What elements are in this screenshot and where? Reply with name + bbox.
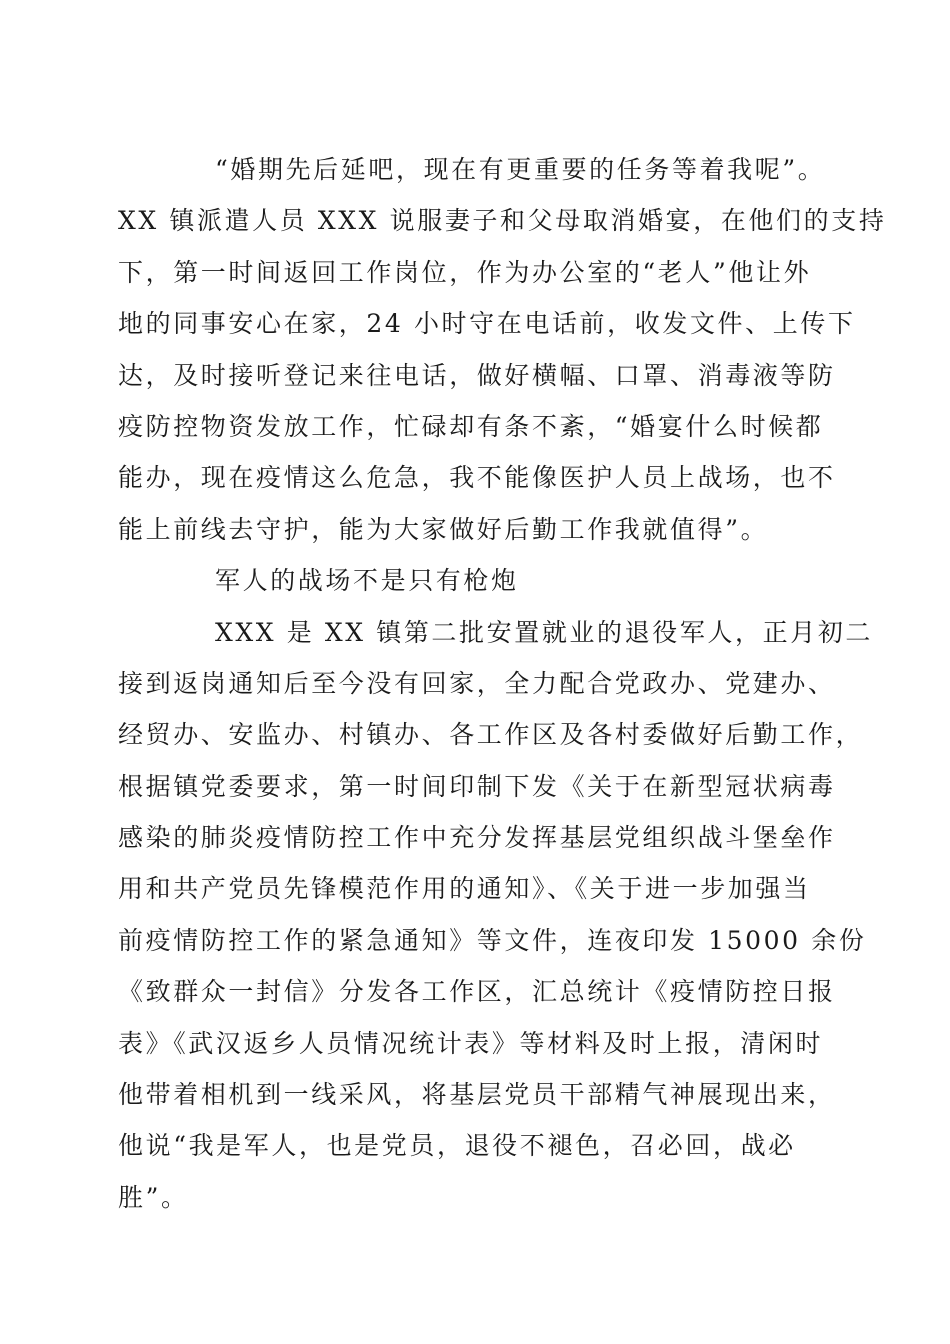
paragraph-2-line-5: 感染的肺炎疫情防控工作中充分发挥基层党组织战斗堡垒作 — [118, 823, 836, 853]
paragraph-2-line-7: 前疫情防控工作的紧急通知》等文件，连夜印发 15000 余份 — [118, 925, 867, 955]
paragraph-2-line-6: 用和共产党员先锋模范作用的通知》、《关于进一步加强当 — [118, 874, 811, 904]
paragraph-1-line-1: “婚期先后延吧，现在有更重要的任务等着我呢”。 — [215, 155, 826, 184]
paragraph-1-line-6: 疫防控物资发放工作，忙碌却有条不紊，“婚宴什么时候都 — [118, 411, 824, 441]
paragraph-2-line-8: 《致群众一封信》分发各工作区，汇总统计《疫情防控日报 — [118, 977, 836, 1007]
section-heading: 军人的战场不是只有枪炮 — [215, 566, 519, 596]
paragraph-1-line-3: 下，第一时间返回工作岗位，作为办公室的“老人”他让外 — [118, 257, 812, 287]
paragraph-2-line-3: 经贸办、安监办、村镇办、各工作区及各村委做好后勤工作， — [118, 720, 864, 750]
paragraph-2-line-2: 接到返岗通知后至今没有回家，全力配合党政办、党建办、 — [118, 668, 836, 698]
paragraph-1-line-2: XX 镇派遣人员 XXX 说服妻子和父母取消婚宴，在他们的支持 — [118, 206, 887, 236]
document-body — [118, 144, 887, 1223]
paragraph-1-line-7: 能办，现在疫情这么危急，我不能像医护人员上战场，也不 — [118, 463, 836, 493]
paragraph-2-line-11: 他说“我是军人，也是党员，退役不褪色，召必回，战必 — [118, 1131, 796, 1161]
paragraph-2-line-1: XXX 是 XX 镇第二批安置就业的退役军人，正月初二 — [215, 617, 874, 647]
paragraph-2-line-9: 表》《武汉返乡人员情况统计表》等材料及时上报，清闲时 — [118, 1028, 824, 1058]
paragraph-1-line-5: 达，及时接听登记来往电话，做好横幅、口罩、消毒液等防 — [118, 360, 836, 390]
paragraph-2-line-4: 根据镇党委要求，第一时间印制下发《关于在新型冠状病毒 — [118, 771, 836, 801]
paragraph-2-line-10: 他带着相机到一线采风，将基层党员干部精气神展现出来， — [118, 1080, 836, 1110]
paragraph-1-line-4: 地的同事安心在家，24 小时守在电话前，收发文件、上传下 — [118, 309, 856, 339]
paragraph-1-line-8: 能上前线去守护，能为大家做好后勤工作我就值得”。 — [118, 514, 769, 544]
paragraph-2-line-12: 胜”。 — [118, 1182, 189, 1212]
